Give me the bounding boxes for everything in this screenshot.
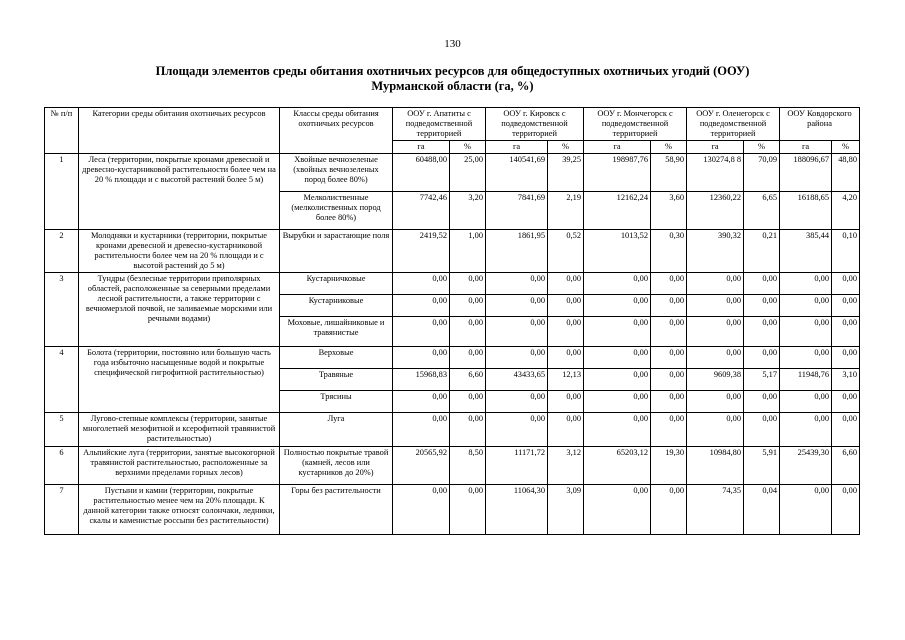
area-ha-cell: 0,00 (780, 273, 832, 295)
area-ha-cell: 2419,52 (393, 230, 450, 273)
habitat-category: Пустыни и камни (территории, покрытые растительностью менее чем на 20% площади. К данной категории также относят солончаки, ледники, скалы и каменистые россыпи без растительности) (79, 485, 280, 535)
area-ha-cell: 25439,30 (780, 447, 832, 485)
unit-ha: га (584, 141, 651, 154)
row-number: 2 (45, 230, 79, 273)
area-percent-cell: 0,00 (548, 347, 584, 369)
area-percent-cell: 0,00 (651, 413, 687, 447)
area-ha-cell: 11171,72 (486, 447, 548, 485)
area-percent-cell: 0,00 (450, 317, 486, 347)
table-row (45, 230, 860, 273)
area-percent-cell: 0,00 (832, 273, 860, 295)
table-row (45, 447, 860, 485)
area-ha-cell: 0,00 (687, 273, 744, 295)
area-percent-cell: 4,20 (832, 192, 860, 230)
area-percent-cell: 0,00 (548, 413, 584, 447)
area-percent-cell: 0,00 (832, 413, 860, 447)
area-ha-cell: 0,00 (780, 347, 832, 369)
area-percent-cell: 0,00 (450, 347, 486, 369)
area-percent-cell: 48,80 (832, 154, 860, 192)
header-num: № п/п (45, 108, 79, 154)
area-ha-cell: 65203,12 (584, 447, 651, 485)
table-row (45, 154, 860, 192)
area-ha-cell: 0,00 (393, 391, 450, 413)
area-ha-cell: 16188,65 (780, 192, 832, 230)
area-percent-cell: 8,50 (450, 447, 486, 485)
area-ha-cell: 15968,83 (393, 369, 450, 391)
area-ha-cell: 12162,24 (584, 192, 651, 230)
habitat-class: Моховые, лишайниковые и травянистые (280, 317, 393, 347)
unit-ha: га (486, 141, 548, 154)
area-percent-cell: 1,00 (450, 230, 486, 273)
table-body (45, 154, 860, 535)
area-percent-cell: 39,25 (548, 154, 584, 192)
area-ha-cell: 10984,80 (687, 447, 744, 485)
area-percent-cell: 0,21 (744, 230, 780, 273)
area-percent-cell: 0,00 (548, 391, 584, 413)
area-percent-cell: 0,52 (548, 230, 584, 273)
area-percent-cell: 6,65 (744, 192, 780, 230)
row-number: 6 (45, 447, 79, 485)
area-ha-cell: 0,00 (584, 317, 651, 347)
area-ha-cell: 0,00 (486, 295, 548, 317)
row-number: 5 (45, 413, 79, 447)
table-row (45, 347, 860, 369)
area-percent-cell: 0,00 (450, 273, 486, 295)
habitat-class: Верховые (280, 347, 393, 369)
area-ha-cell: 0,00 (584, 391, 651, 413)
area-percent-cell: 0,00 (450, 485, 486, 535)
table-row (45, 413, 860, 447)
area-ha-cell: 0,00 (486, 347, 548, 369)
area-ha-cell: 12360,22 (687, 192, 744, 230)
page-number: 130 (444, 38, 461, 50)
header-region-apatity: ООУ г. Апатиты с подведомственной территорией (393, 108, 486, 141)
area-ha-cell: 1013,52 (584, 230, 651, 273)
area-ha-cell: 11064,30 (486, 485, 548, 535)
area-ha-cell: 43433,65 (486, 369, 548, 391)
habitat-category: Леса (территории, покрытые кронами древесной и древесно-кустарниковой растительности более чем на 20 % площади и с высотой растений более 5 м) (79, 154, 280, 230)
area-ha-cell: 390,32 (687, 230, 744, 273)
habitat-class: Полностью покрытые травой (камней, лесов или кустарников до 20%) (280, 447, 393, 485)
area-ha-cell: 0,00 (486, 391, 548, 413)
unit-pct: % (744, 141, 780, 154)
area-percent-cell: 0,00 (651, 369, 687, 391)
area-ha-cell: 0,00 (780, 295, 832, 317)
area-ha-cell: 0,00 (584, 485, 651, 535)
area-percent-cell: 0,00 (744, 391, 780, 413)
area-ha-cell: 385,44 (780, 230, 832, 273)
area-ha-cell: 0,00 (780, 485, 832, 535)
area-percent-cell: 70,09 (744, 154, 780, 192)
habitat-category: Тундры (безлесные территории приполярных областей, расположенные за северными пределами лесной растительности, а также территории с вечномерзлой почвой, не заливаемые морскими или речными водами) (79, 273, 280, 347)
area-ha-cell: 0,00 (584, 347, 651, 369)
habitat-category: Альпийские луга (территории, занятые высокогорной травянистой растительностью, расположенные за верхними пределами горных лесов) (79, 447, 280, 485)
area-ha-cell: 74,35 (687, 485, 744, 535)
area-percent-cell: 0,00 (651, 295, 687, 317)
area-percent-cell: 0,10 (832, 230, 860, 273)
title-line-2: Мурманской области (га, %) (371, 79, 534, 93)
unit-pct: % (450, 141, 486, 154)
header-region-kirovsk: ООУ г. Кировск с подведомственной территорией (486, 108, 584, 141)
area-ha-cell: 130274,8 8 (687, 154, 744, 192)
header-region-monchegorsk: ООУ г. Мончегорск с подведомственной территорией (584, 108, 687, 141)
area-percent-cell: 0,00 (744, 317, 780, 347)
habitat-category: Молодняки и кустарники (территории, покрытые кронами древесной и древесно-кустарниковой растительности более чем на 20 % площади и с высотой растений до 5 м) (79, 230, 280, 273)
area-ha-cell: 0,00 (486, 413, 548, 447)
area-percent-cell: 0,00 (651, 317, 687, 347)
habitat-class: Горы без растительности (280, 485, 393, 535)
area-percent-cell: 0,00 (832, 485, 860, 535)
area-ha-cell: 0,00 (780, 317, 832, 347)
area-ha-cell: 0,00 (584, 273, 651, 295)
area-percent-cell: 0,00 (548, 273, 584, 295)
area-ha-cell: 0,00 (393, 485, 450, 535)
area-percent-cell: 6,60 (832, 447, 860, 485)
area-percent-cell: 0,00 (450, 391, 486, 413)
row-number: 7 (45, 485, 79, 535)
area-percent-cell: 58,90 (651, 154, 687, 192)
area-percent-cell: 0,00 (651, 391, 687, 413)
area-percent-cell: 0,00 (450, 295, 486, 317)
area-percent-cell: 0,00 (832, 317, 860, 347)
area-ha-cell: 0,00 (584, 295, 651, 317)
area-percent-cell: 5,17 (744, 369, 780, 391)
table-row (45, 485, 860, 535)
area-percent-cell: 19,30 (651, 447, 687, 485)
area-percent-cell: 6,60 (450, 369, 486, 391)
area-percent-cell: 0,00 (832, 347, 860, 369)
area-ha-cell: 0,00 (393, 273, 450, 295)
area-ha-cell: 0,00 (393, 295, 450, 317)
area-percent-cell: 3,10 (832, 369, 860, 391)
title-line-1: Площади элементов среды обитания охотничьих ресурсов для общедоступных охотничьих угодий (ООУ) (155, 64, 750, 78)
area-percent-cell: 0,00 (548, 295, 584, 317)
header-region-olenegorsk: ООУ г. Оленегорск с подведомственной территорией (687, 108, 780, 141)
area-ha-cell: 9609,38 (687, 369, 744, 391)
area-ha-cell: 0,00 (584, 413, 651, 447)
habitat-class: Кустарниковые (280, 295, 393, 317)
area-percent-cell: 0,00 (651, 485, 687, 535)
area-percent-cell: 2,19 (548, 192, 584, 230)
table-row (45, 273, 860, 295)
area-ha-cell: 11948,76 (780, 369, 832, 391)
habitat-category: Лугово-степные комплексы (территории, занятые многолетней мезофитной и ксерофитной травянистой растительностью) (79, 413, 280, 447)
area-ha-cell: 0,00 (486, 317, 548, 347)
area-ha-cell: 198987,76 (584, 154, 651, 192)
page-title (90, 64, 815, 94)
unit-pct: % (832, 141, 860, 154)
row-number: 1 (45, 154, 79, 230)
area-ha-cell: 0,00 (486, 273, 548, 295)
area-percent-cell: 0,00 (832, 295, 860, 317)
area-percent-cell: 0,00 (548, 317, 584, 347)
area-percent-cell: 0,00 (744, 347, 780, 369)
header-region-kovdor: ООУ Ковдорского района (780, 108, 860, 141)
area-percent-cell: 3,09 (548, 485, 584, 535)
habitat-class: Трясины (280, 391, 393, 413)
area-percent-cell: 25,00 (450, 154, 486, 192)
area-percent-cell: 0,04 (744, 485, 780, 535)
habitat-class: Хвойные вечнозеленые (хвойных вечнозеленых пород более 80%) (280, 154, 393, 192)
area-percent-cell: 0,00 (744, 413, 780, 447)
area-percent-cell: 0,00 (832, 391, 860, 413)
area-ha-cell: 20565,92 (393, 447, 450, 485)
area-ha-cell: 7841,69 (486, 192, 548, 230)
header-class: Классы среды обитания охотничьих ресурсов (280, 108, 393, 154)
row-number: 3 (45, 273, 79, 347)
unit-ha: га (687, 141, 744, 154)
area-percent-cell: 3,12 (548, 447, 584, 485)
habitat-class: Луга (280, 413, 393, 447)
area-ha-cell: 0,00 (687, 413, 744, 447)
unit-ha: га (780, 141, 832, 154)
area-ha-cell: 0,00 (393, 347, 450, 369)
area-percent-cell: 5,91 (744, 447, 780, 485)
habitat-category: Болота (территории, постоянно или большую часть года избыточно насыщенные водой и покрытые специфической гигрофитной растительностью) (79, 347, 280, 413)
area-ha-cell: 140541,69 (486, 154, 548, 192)
area-percent-cell: 0,00 (744, 273, 780, 295)
unit-pct: % (548, 141, 584, 154)
area-ha-cell: 0,00 (687, 347, 744, 369)
area-ha-cell: 0,00 (687, 317, 744, 347)
area-percent-cell: 0,00 (744, 295, 780, 317)
area-ha-cell: 0,00 (687, 391, 744, 413)
habitat-class: Вырубки и зарастающие поля (280, 230, 393, 273)
area-percent-cell: 0,30 (651, 230, 687, 273)
habitat-class: Кустарничковые (280, 273, 393, 295)
area-percent-cell: 0,00 (651, 273, 687, 295)
area-ha-cell: 7742,46 (393, 192, 450, 230)
area-ha-cell: 0,00 (780, 413, 832, 447)
habitat-areas-table (44, 107, 860, 535)
area-ha-cell: 0,00 (393, 317, 450, 347)
area-ha-cell: 0,00 (687, 295, 744, 317)
area-ha-cell: 188096,67 (780, 154, 832, 192)
table-header-row (45, 108, 860, 141)
area-ha-cell: 0,00 (393, 413, 450, 447)
habitat-class: Травяные (280, 369, 393, 391)
area-percent-cell: 0,00 (651, 347, 687, 369)
area-ha-cell: 60488,00 (393, 154, 450, 192)
row-number: 4 (45, 347, 79, 413)
area-ha-cell: 0,00 (780, 391, 832, 413)
unit-ha: га (393, 141, 450, 154)
area-percent-cell: 3,20 (450, 192, 486, 230)
area-percent-cell: 0,00 (450, 413, 486, 447)
unit-pct: % (651, 141, 687, 154)
area-percent-cell: 3,60 (651, 192, 687, 230)
area-ha-cell: 0,00 (584, 369, 651, 391)
header-category: Категории среды обитания охотничьих ресурсов (79, 108, 280, 154)
habitat-class: Мелколиственные (мелколиственных пород более 80%) (280, 192, 393, 230)
area-percent-cell: 12,13 (548, 369, 584, 391)
area-ha-cell: 1861,95 (486, 230, 548, 273)
